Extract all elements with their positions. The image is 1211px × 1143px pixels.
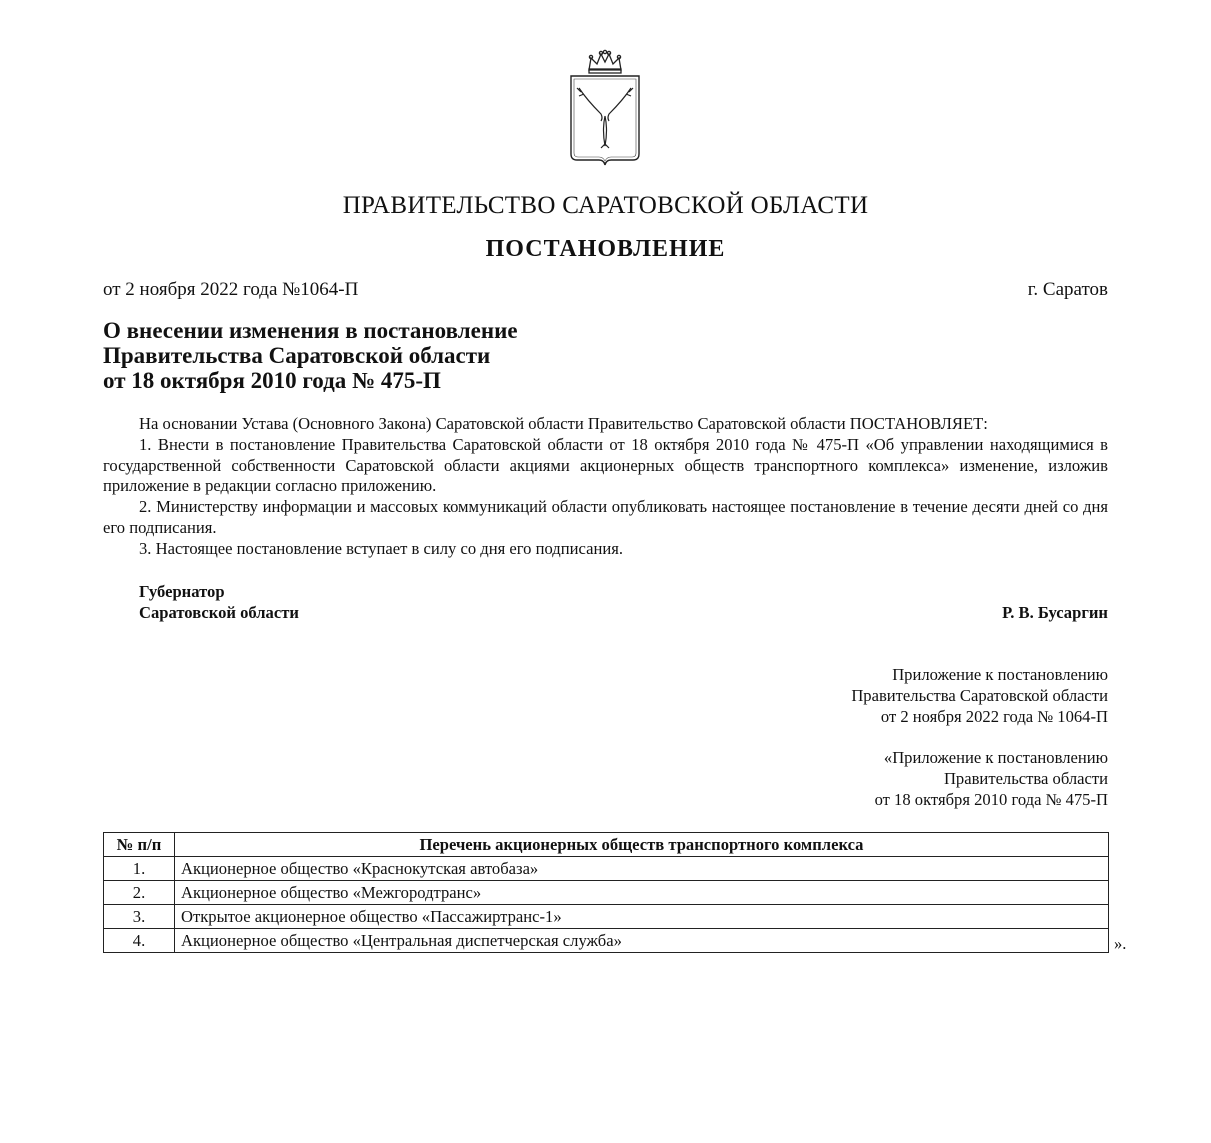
signature-block: [139, 581, 1108, 623]
row-number: 4.: [104, 929, 175, 953]
table-row: [104, 905, 1109, 929]
closing-quote: ».: [1114, 934, 1127, 953]
company-name: Акционерное общество «Центральная диспетчерская служба»: [175, 929, 1109, 953]
body-paragraph: 1. Внести в постановление Правительства Саратовской области от 18 октября 2010 года № 475-П «Об управлении находящимися в государственной собственности Саратовской области акциями акционерных обществ транспортного комплекса» изменение, изложив приложение в редакции согласно приложению.: [103, 434, 1108, 496]
appendix-heading: [851, 665, 1108, 727]
appendix-line: Правительства области: [943, 768, 1108, 788]
appendix-line: от 18 октября 2010 года № 475-П: [874, 789, 1108, 809]
column-header-list: Перечень акционерных обществ транспортного комплекса: [175, 833, 1109, 857]
table-header-row: [104, 833, 1109, 857]
companies-table: [103, 832, 1109, 953]
appendix-line: от 2 ноября 2022 года № 1064-П: [880, 706, 1108, 726]
company-name: Акционерное общество «Краснокутская автобаза»: [175, 857, 1109, 881]
company-name: Открытое акционерное общество «Пассажиртранс-1»: [175, 905, 1109, 929]
appendix-line: «Приложение к постановлению: [883, 748, 1108, 767]
document-date-number: от 2 ноября 2022 года №1064-П: [103, 279, 359, 300]
subject-line: Правительства Саратовской области: [103, 343, 491, 368]
row-number: 1.: [104, 857, 175, 881]
document-city: г. Саратов: [1027, 279, 1108, 300]
column-header-number: № п/п: [104, 833, 175, 857]
company-name: Акционерное общество «Межгородтранс»: [175, 881, 1109, 905]
body-paragraph: 2. Министерству информации и массовых коммуникаций области опубликовать настоящее постановление в течение десяти дней со дня его подписания.: [103, 497, 1108, 537]
signatory-title: Губернатор: [139, 582, 225, 601]
appendix-line: Правительства Саратовской области: [851, 685, 1108, 705]
document-body: [103, 414, 1108, 560]
table-row: [104, 857, 1109, 881]
body-paragraph: 3. Настоящее постановление вступает в силу со дня его подписания.: [139, 538, 623, 558]
quoted-appendix-heading: [875, 748, 1108, 810]
table-row: [104, 929, 1109, 953]
row-number: 3.: [104, 905, 175, 929]
table-row: [104, 881, 1109, 905]
government-name: ПРАВИТЕЛЬСТВО САРАТОВСКОЙ ОБЛАСТИ: [342, 192, 869, 219]
signatory-name: Р. В. Бусаргин: [1002, 603, 1108, 622]
body-paragraph: На основании Устава (Основного Закона) Саратовской области Правительство Саратовской области ПОСТАНОВЛЯЕТ:: [139, 414, 988, 433]
appendix-line: Приложение к постановлению: [892, 665, 1108, 684]
saratov-coat-of-arms-icon: [565, 48, 645, 166]
signatory-title: Саратовской области: [139, 603, 299, 622]
subject-line: от 18 октября 2010 года № 475-П: [103, 368, 441, 393]
subject-line: О внесении изменения в постановление: [103, 318, 518, 343]
row-number: 2.: [104, 881, 175, 905]
document-subject: [103, 318, 803, 393]
document-type: ПОСТАНОВЛЕНИЕ: [485, 236, 726, 262]
